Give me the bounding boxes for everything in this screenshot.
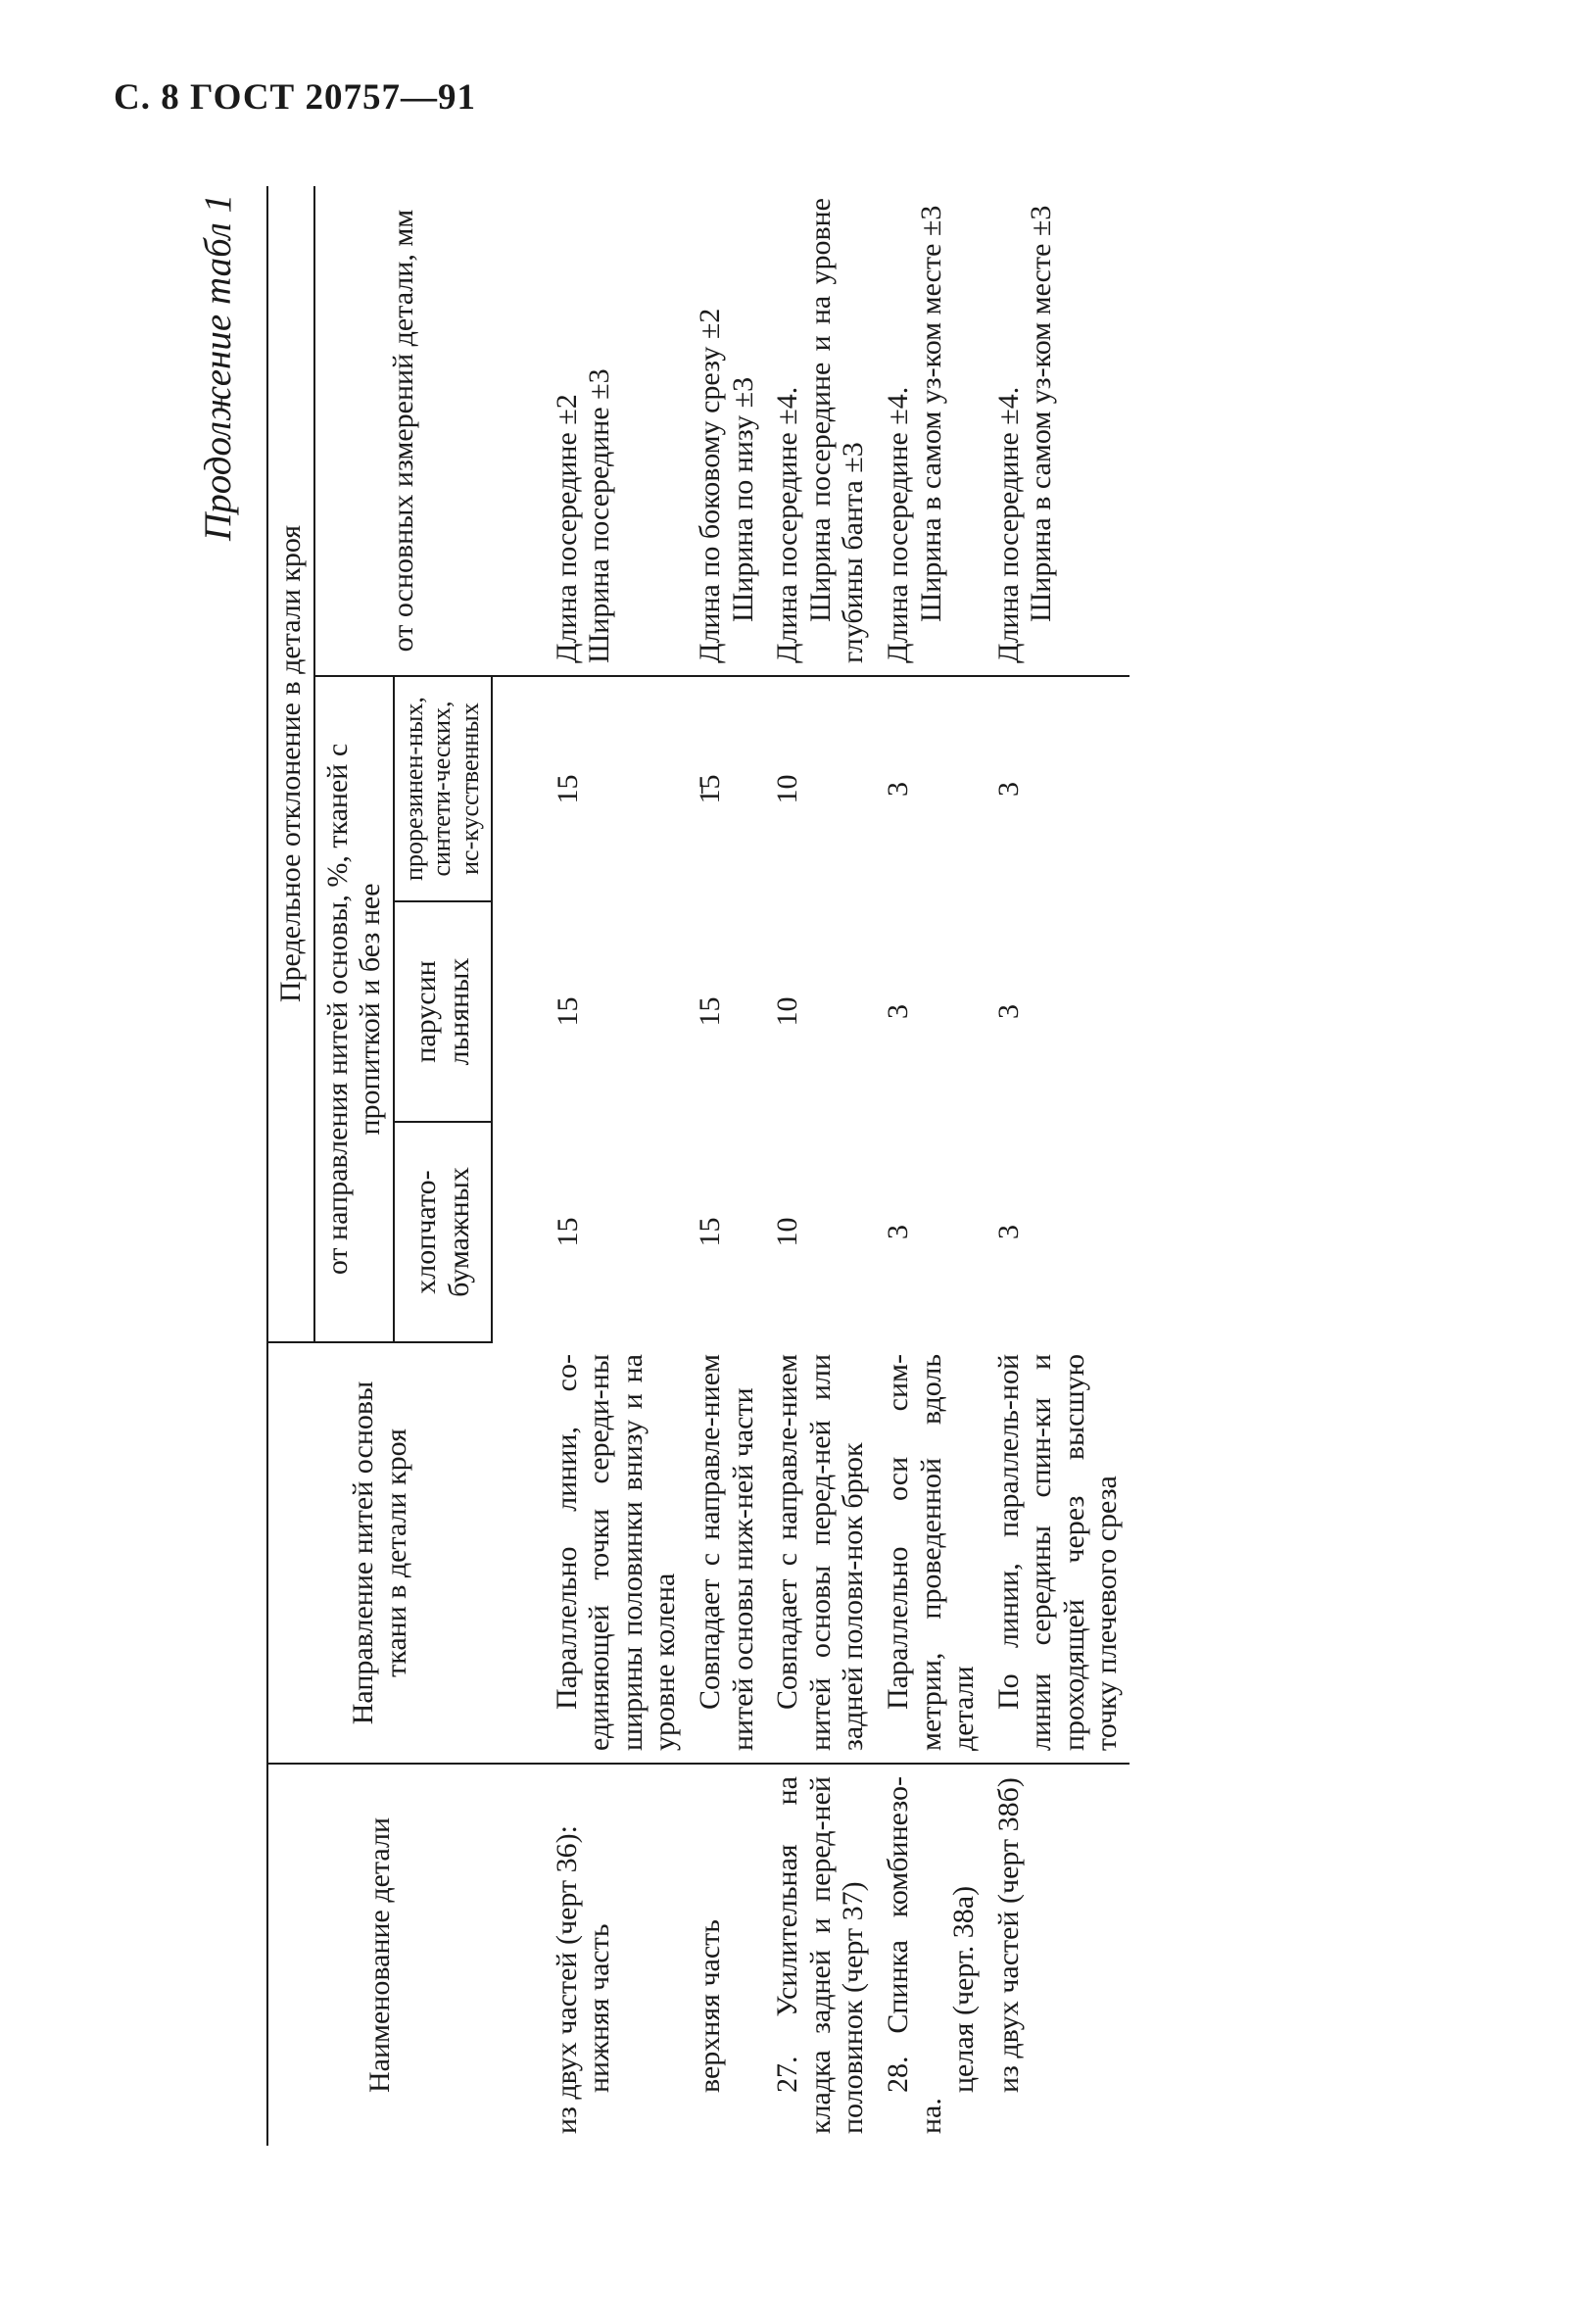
deviation-table	[266, 186, 1129, 2146]
cell-cotton: 3	[991, 1225, 1025, 1239]
cell-direction	[876, 1342, 986, 1764]
header-name: Наименование детали	[267, 1764, 492, 2146]
cell-direction	[986, 1342, 1129, 1764]
row-name: 27. Усилительная на кладка задней и перед-ней половинок (черт 37)	[771, 1776, 870, 2134]
cell-canvas: 15	[693, 996, 726, 1027]
table-row	[876, 186, 986, 2146]
row-direction: Совпадает с направле-нием нитей основы ниж-ней части	[693, 1354, 759, 1751]
row-dims-2: Ширина посередине и на уровне глубины банта ±3	[803, 198, 870, 663]
row-dims-2: Ширина в самом уз-ком месте ±3	[1025, 205, 1058, 622]
cell-rubberized: 3	[991, 782, 1025, 797]
row-name: верхняя часть	[693, 1919, 726, 2093]
row-dims-1: Длина посередине ±2	[550, 394, 583, 663]
cell-dims	[765, 186, 876, 676]
cell-canvas: 10	[771, 996, 804, 1027]
cell-cotton: 15	[551, 1217, 584, 1247]
cell-name	[765, 1764, 876, 2146]
cell-canvas: 3	[881, 1004, 914, 1019]
cell-name	[688, 1764, 765, 2146]
cell-direction	[765, 1342, 876, 1764]
rotated-table-region	[196, 186, 1469, 2146]
cell-dims	[688, 186, 765, 676]
cell-cotton: 3	[881, 1225, 914, 1239]
table-title: Продолжение табл 1	[197, 194, 239, 541]
row-dims-1: Длина посередине ±4.	[991, 386, 1025, 663]
cell-rubberized: 15	[551, 774, 584, 804]
cell-cotton: 15	[693, 1217, 726, 1247]
row-dims-2: Ширина по низу ±3	[726, 376, 759, 622]
header-cotton: хлопчато-бумажных	[394, 1122, 492, 1342]
row-dims-1: Длина посередине ±4.	[881, 386, 914, 663]
cell-rubberized: 3	[881, 782, 914, 797]
cell-dims	[876, 186, 986, 676]
row-name-extra: нижняя часть	[583, 1923, 616, 2093]
row-dims-2: Ширина в самом уз-ком месте ±3	[914, 205, 947, 622]
row-dims-2: Ширина посередине ±3	[583, 368, 616, 663]
row-dims-1: Длина посередине ±4.	[771, 386, 804, 663]
row-direction: Параллельно линии, со-единяющей точки середи-ны ширины половинки внизу и на уровне колена	[550, 1354, 682, 1751]
header-direction: Направление нитей основы ткани в детали кроя	[267, 1342, 492, 1764]
header-dims: от основных измерений детали, мм	[314, 186, 492, 676]
cell-name	[986, 1764, 1129, 2146]
row-name: из двух частей (черт 36):	[550, 1825, 583, 2134]
row-name: 28. Спинка комбинезо-на.	[881, 1776, 947, 2134]
row-direction: Совпадает с направле-нием нитей основы перед-ней или задней полови-нок брюк	[771, 1354, 870, 1751]
cell-canvas: 3	[991, 1004, 1025, 1019]
row-direction: Параллельно оси сим-метрии, проведенной вдоль детали	[881, 1354, 981, 1751]
header-canvas: парусин льняных	[394, 901, 492, 1122]
cell-dims	[986, 186, 1129, 676]
row-name-extra: целая (черт. 38а)	[947, 1885, 981, 2093]
header-from-warp: от направления нитей основы, %, тканей с пропиткой и без нее	[314, 676, 394, 1342]
cell-rubberized: 1̄5	[693, 774, 726, 804]
cell-direction	[492, 1342, 688, 1764]
table-row	[492, 186, 688, 2146]
table-row	[688, 186, 765, 2146]
row-direction: По линии, параллель-ной линии середины спин-ки и проходящей через высшую точку плечевого среза	[991, 1354, 1124, 1751]
header-limit: Предельное отклонение в детали кроя	[267, 186, 314, 1342]
row-dims-1: Длина по боковому срезу ±2	[693, 308, 726, 663]
page-header: С. 8 ГОСТ 20757—91	[114, 77, 476, 118]
table-row	[765, 186, 876, 2146]
header-rubberized: прорезинен-ных, синтети-ческих, ис-кусственных	[394, 676, 492, 901]
cell-direction	[688, 1342, 765, 1764]
cell-cotton: 10	[771, 1217, 804, 1247]
table-row	[986, 186, 1129, 2146]
cell-canvas: 15	[551, 996, 584, 1027]
cell-rubberized: 10	[771, 774, 804, 804]
cell-name	[876, 1764, 986, 2146]
row-name: из двух частей (черт 38б)	[991, 1777, 1025, 2093]
cell-dims	[492, 186, 688, 676]
cell-name	[492, 1764, 688, 2146]
